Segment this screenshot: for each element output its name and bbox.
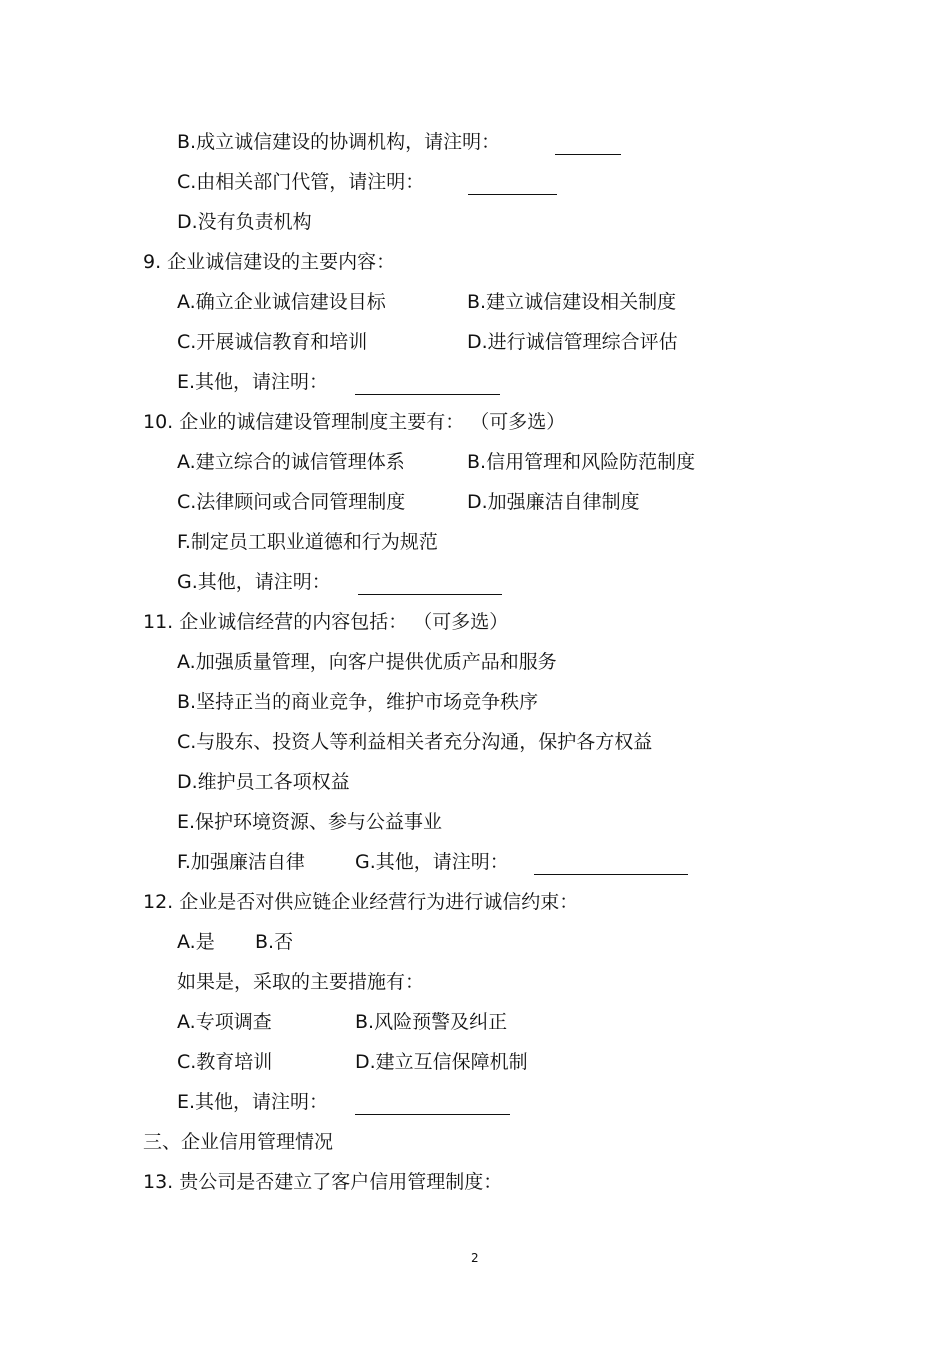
q12-title: 12. 企业是否对供应链企业经营行为进行诚信约束： bbox=[143, 891, 579, 913]
q10-option-g: G.其他，请注明： bbox=[177, 571, 331, 593]
q12-option-a: A.是 bbox=[177, 931, 215, 953]
q10-option-f: F.制定员工职业道德和行为规范 bbox=[177, 531, 438, 553]
q8-option-d: D.没有负责机构 bbox=[177, 211, 312, 233]
q9-option-a: A.确立企业诚信建设目标 bbox=[177, 291, 386, 313]
q11-option-g-blank[interactable] bbox=[534, 874, 688, 875]
q8-option-c-blank[interactable] bbox=[468, 194, 557, 195]
q12-measure-e: E.其他，请注明： bbox=[177, 1091, 329, 1113]
q12-measure-a: A.专项调查 bbox=[177, 1011, 272, 1033]
q11-option-c: C.与股东、投资人等利益相关者充分沟通，保护各方权益 bbox=[177, 731, 653, 753]
section-3-heading: 三、企业信用管理情况 bbox=[143, 1131, 334, 1153]
q12-measure-b: B.风险预警及纠正 bbox=[355, 1011, 508, 1033]
q11-option-a: A.加强质量管理，向客户提供优质产品和服务 bbox=[177, 651, 557, 673]
q9-option-e-blank[interactable] bbox=[355, 394, 500, 395]
q9-option-b: B.建立诚信建设相关制度 bbox=[467, 291, 677, 313]
q8-option-b-blank[interactable] bbox=[555, 154, 621, 155]
q9-title: 9. 企业诚信建设的主要内容： bbox=[143, 251, 396, 273]
q8-option-b: B.成立诚信建设的协调机构，请注明： bbox=[177, 131, 501, 153]
q10-title: 10. 企业的诚信建设管理制度主要有： （可多选） bbox=[143, 411, 566, 433]
q9-option-e: E.其他，请注明： bbox=[177, 371, 329, 393]
q11-option-g: G.其他，请注明： bbox=[355, 851, 509, 873]
q12-measure-d: D.建立互信保障机制 bbox=[355, 1051, 528, 1073]
q12-measure-e-blank[interactable] bbox=[355, 1114, 510, 1115]
page-number: 2 bbox=[471, 1251, 479, 1265]
q10-option-g-blank[interactable] bbox=[358, 594, 502, 595]
q9-option-d: D.进行诚信管理综合评估 bbox=[467, 331, 678, 353]
q11-option-d: D.维护员工各项权益 bbox=[177, 771, 350, 793]
q11-option-f: F.加强廉洁自律 bbox=[177, 851, 305, 873]
q9-option-c: C.开展诚信教育和培训 bbox=[177, 331, 368, 353]
q11-option-b: B.坚持正当的商业竞争，维护市场竞争秩序 bbox=[177, 691, 539, 713]
q10-option-b: B.信用管理和风险防范制度 bbox=[467, 451, 696, 473]
q8-option-c: C.由相关部门代管，请注明： bbox=[177, 171, 425, 193]
q10-option-d: D.加强廉洁自律制度 bbox=[467, 491, 640, 513]
q10-option-a: A.建立综合的诚信管理体系 bbox=[177, 451, 405, 473]
q12-option-b: B.否 bbox=[255, 931, 294, 953]
q10-option-c: C.法律顾问或合同管理制度 bbox=[177, 491, 406, 513]
q12-followup: 如果是，采取的主要措施有： bbox=[177, 971, 425, 993]
q11-title: 11. 企业诚信经营的内容包括： （可多选） bbox=[143, 611, 509, 633]
q13-title: 13. 贵公司是否建立了客户信用管理制度： bbox=[143, 1171, 503, 1193]
q12-measure-c: C.教育培训 bbox=[177, 1051, 273, 1073]
q11-option-e: E.保护环境资源、参与公益事业 bbox=[177, 811, 443, 833]
